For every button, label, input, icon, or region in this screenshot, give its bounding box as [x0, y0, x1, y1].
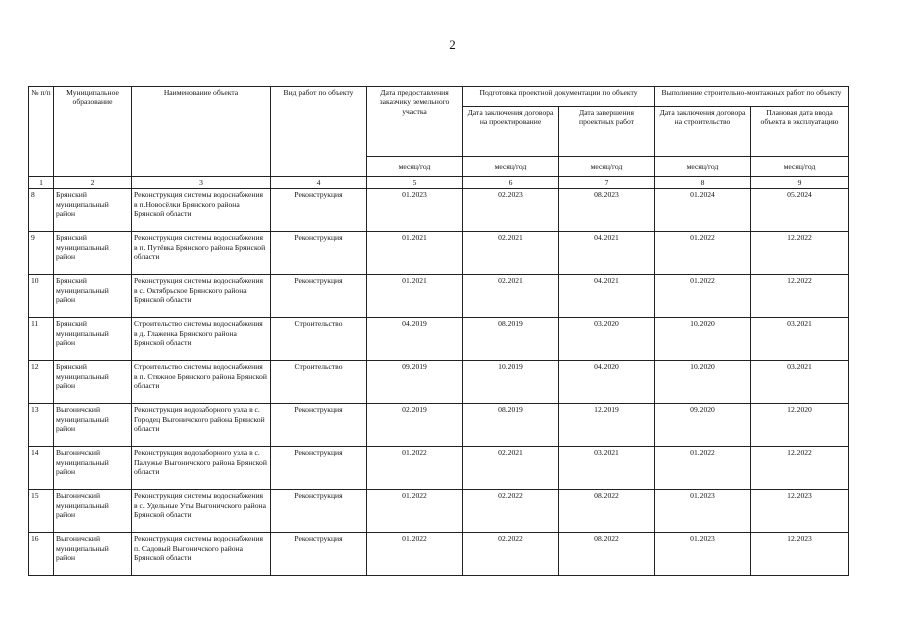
header-construction-contract: Дата заключения договора на строительство: [655, 107, 751, 157]
municipality-cell: Брянский муниципальный район: [54, 232, 132, 275]
row-number: 9: [29, 232, 54, 275]
land-date-cell: 09.2019: [367, 361, 463, 404]
header-construction-group: Выполнение строительно-монтажных работ по объекту: [655, 87, 849, 107]
header-design-contract: Дата заключения договора на проектирование: [463, 107, 559, 157]
column-number: 7: [559, 177, 655, 189]
unit-label: месяц/год: [367, 157, 463, 177]
design-complete-cell: 12.2019: [559, 404, 655, 447]
municipality-cell: Выгоничский муниципальный район: [54, 447, 132, 490]
land-date-cell: 01.2022: [367, 490, 463, 533]
design-complete-cell: 08.2022: [559, 490, 655, 533]
land-date-cell: 01.2021: [367, 275, 463, 318]
commissioning-cell: 05.2024: [751, 189, 849, 232]
object-cell: Реконструкция водозаборного узла в с. Палужье Выгоничского района Брянской области: [132, 447, 271, 490]
column-number: 1: [29, 177, 54, 189]
design-complete-cell: 03.2021: [559, 447, 655, 490]
municipality-cell: Выгоничский муниципальный район: [54, 490, 132, 533]
column-number-row: [29, 177, 849, 189]
row-number: 8: [29, 189, 54, 232]
column-number: 9: [751, 177, 849, 189]
design-contract-cell: 08.2019: [463, 404, 559, 447]
design-contract-cell: 02.2021: [463, 447, 559, 490]
row-number: 15: [29, 490, 54, 533]
work-type-cell: Реконструкция: [271, 533, 367, 576]
row-number: 11: [29, 318, 54, 361]
table-row: [29, 361, 849, 404]
design-complete-cell: 08.2022: [559, 533, 655, 576]
work-type-cell: Строительство: [271, 318, 367, 361]
construction-contract-cell: 01.2023: [655, 533, 751, 576]
object-cell: Реконструкция системы водоснабжения в п. Путёвка Брянского района Брянской области: [132, 232, 271, 275]
table-row: [29, 232, 849, 275]
design-contract-cell: 10.2019: [463, 361, 559, 404]
design-contract-cell: 02.2023: [463, 189, 559, 232]
commissioning-cell: 12.2020: [751, 404, 849, 447]
object-cell: Реконструкция водозаборного узла в с. Городец Выгоничского района Брянской области: [132, 404, 271, 447]
unit-label: месяц/год: [559, 157, 655, 177]
header-land-date: Дата предоставления заказчику земельного участка: [367, 87, 463, 157]
header-design-group: Подготовка проектной документации по объекту: [463, 87, 655, 107]
commissioning-cell: 03.2021: [751, 361, 849, 404]
design-complete-cell: 04.2020: [559, 361, 655, 404]
table-row: [29, 533, 849, 576]
table-row: [29, 404, 849, 447]
row-number: 14: [29, 447, 54, 490]
column-number: 8: [655, 177, 751, 189]
table-row: [29, 189, 849, 232]
table-row: [29, 447, 849, 490]
work-type-cell: Реконструкция: [271, 232, 367, 275]
construction-contract-cell: 01.2022: [655, 232, 751, 275]
design-contract-cell: 02.2022: [463, 533, 559, 576]
object-cell: Строительство системы водоснабжения в п. Стяжное Брянского района Брянской области: [132, 361, 271, 404]
work-type-cell: Реконструкция: [271, 490, 367, 533]
header-object: Наименование объекта: [132, 87, 271, 177]
unit-label: месяц/год: [655, 157, 751, 177]
construction-contract-cell: 01.2024: [655, 189, 751, 232]
column-number: 4: [271, 177, 367, 189]
object-cell: Строительство системы водоснабжения в д. Глаженка Брянского района Брянской области: [132, 318, 271, 361]
design-contract-cell: 02.2022: [463, 490, 559, 533]
table-row: [29, 318, 849, 361]
municipality-cell: Брянский муниципальный район: [54, 275, 132, 318]
construction-contract-cell: 09.2020: [655, 404, 751, 447]
row-number: 16: [29, 533, 54, 576]
commissioning-cell: 12.2022: [751, 275, 849, 318]
land-date-cell: 01.2022: [367, 447, 463, 490]
unit-label: месяц/год: [463, 157, 559, 177]
object-cell: Реконструкция системы водоснабжения в с. Октябрьское Брянского района Брянской области: [132, 275, 271, 318]
design-complete-cell: 03.2020: [559, 318, 655, 361]
column-number: 2: [54, 177, 132, 189]
construction-contract-cell: 10.2020: [655, 318, 751, 361]
commissioning-cell: 12.2022: [751, 447, 849, 490]
design-contract-cell: 08.2019: [463, 318, 559, 361]
design-complete-cell: 04.2021: [559, 275, 655, 318]
header-num: № п/п: [29, 87, 54, 177]
object-cell: Реконструкция системы водоснабжения п. Садовый Выгоничского района Брянской области: [132, 533, 271, 576]
commissioning-cell: 12.2023: [751, 533, 849, 576]
object-cell: Реконструкция системы водоснабжения в с. Удельные Уты Выгоничского района Брянской области: [132, 490, 271, 533]
design-contract-cell: 02.2021: [463, 232, 559, 275]
commissioning-cell: 12.2022: [751, 232, 849, 275]
municipality-cell: Брянский муниципальный район: [54, 318, 132, 361]
land-date-cell: 04.2019: [367, 318, 463, 361]
municipality-cell: Брянский муниципальный район: [54, 361, 132, 404]
land-date-cell: 01.2022: [367, 533, 463, 576]
design-contract-cell: 02.2021: [463, 275, 559, 318]
column-number: 6: [463, 177, 559, 189]
row-number: 10: [29, 275, 54, 318]
municipality-cell: Брянский муниципальный район: [54, 189, 132, 232]
table-row: [29, 490, 849, 533]
municipality-cell: Выгоничский муниципальный район: [54, 404, 132, 447]
work-type-cell: Реконструкция: [271, 404, 367, 447]
row-number: 12: [29, 361, 54, 404]
header-work-type: Вид работ по объекту: [271, 87, 367, 177]
page-number: 2: [449, 37, 456, 52]
header-municipality: Муниципальное образование: [54, 87, 132, 177]
construction-contract-cell: 01.2022: [655, 447, 751, 490]
row-number: 13: [29, 404, 54, 447]
column-number: 5: [367, 177, 463, 189]
land-date-cell: 01.2021: [367, 232, 463, 275]
schedule-table: [28, 86, 849, 576]
construction-contract-cell: 01.2023: [655, 490, 751, 533]
commissioning-cell: 12.2023: [751, 490, 849, 533]
design-complete-cell: 08.2023: [559, 189, 655, 232]
work-type-cell: Реконструкция: [271, 447, 367, 490]
header-planned-commissioning: Плановая дата ввода объекта в эксплуатацию: [751, 107, 849, 157]
work-type-cell: Строительство: [271, 361, 367, 404]
land-date-cell: 02.2019: [367, 404, 463, 447]
construction-contract-cell: 10.2020: [655, 361, 751, 404]
table-row: [29, 275, 849, 318]
construction-contract-cell: 01.2022: [655, 275, 751, 318]
commissioning-cell: 03.2021: [751, 318, 849, 361]
work-type-cell: Реконструкция: [271, 189, 367, 232]
design-complete-cell: 04.2021: [559, 232, 655, 275]
municipality-cell: Выгоничский муниципальный район: [54, 533, 132, 576]
work-type-cell: Реконструкция: [271, 275, 367, 318]
object-cell: Реконструкция системы водоснабжения в п.Новосёлки Брянского района Брянской области: [132, 189, 271, 232]
land-date-cell: 01.2023: [367, 189, 463, 232]
unit-label: месяц/год: [751, 157, 849, 177]
header-design-complete: Дата завершения проектных работ: [559, 107, 655, 157]
column-number: 3: [132, 177, 271, 189]
